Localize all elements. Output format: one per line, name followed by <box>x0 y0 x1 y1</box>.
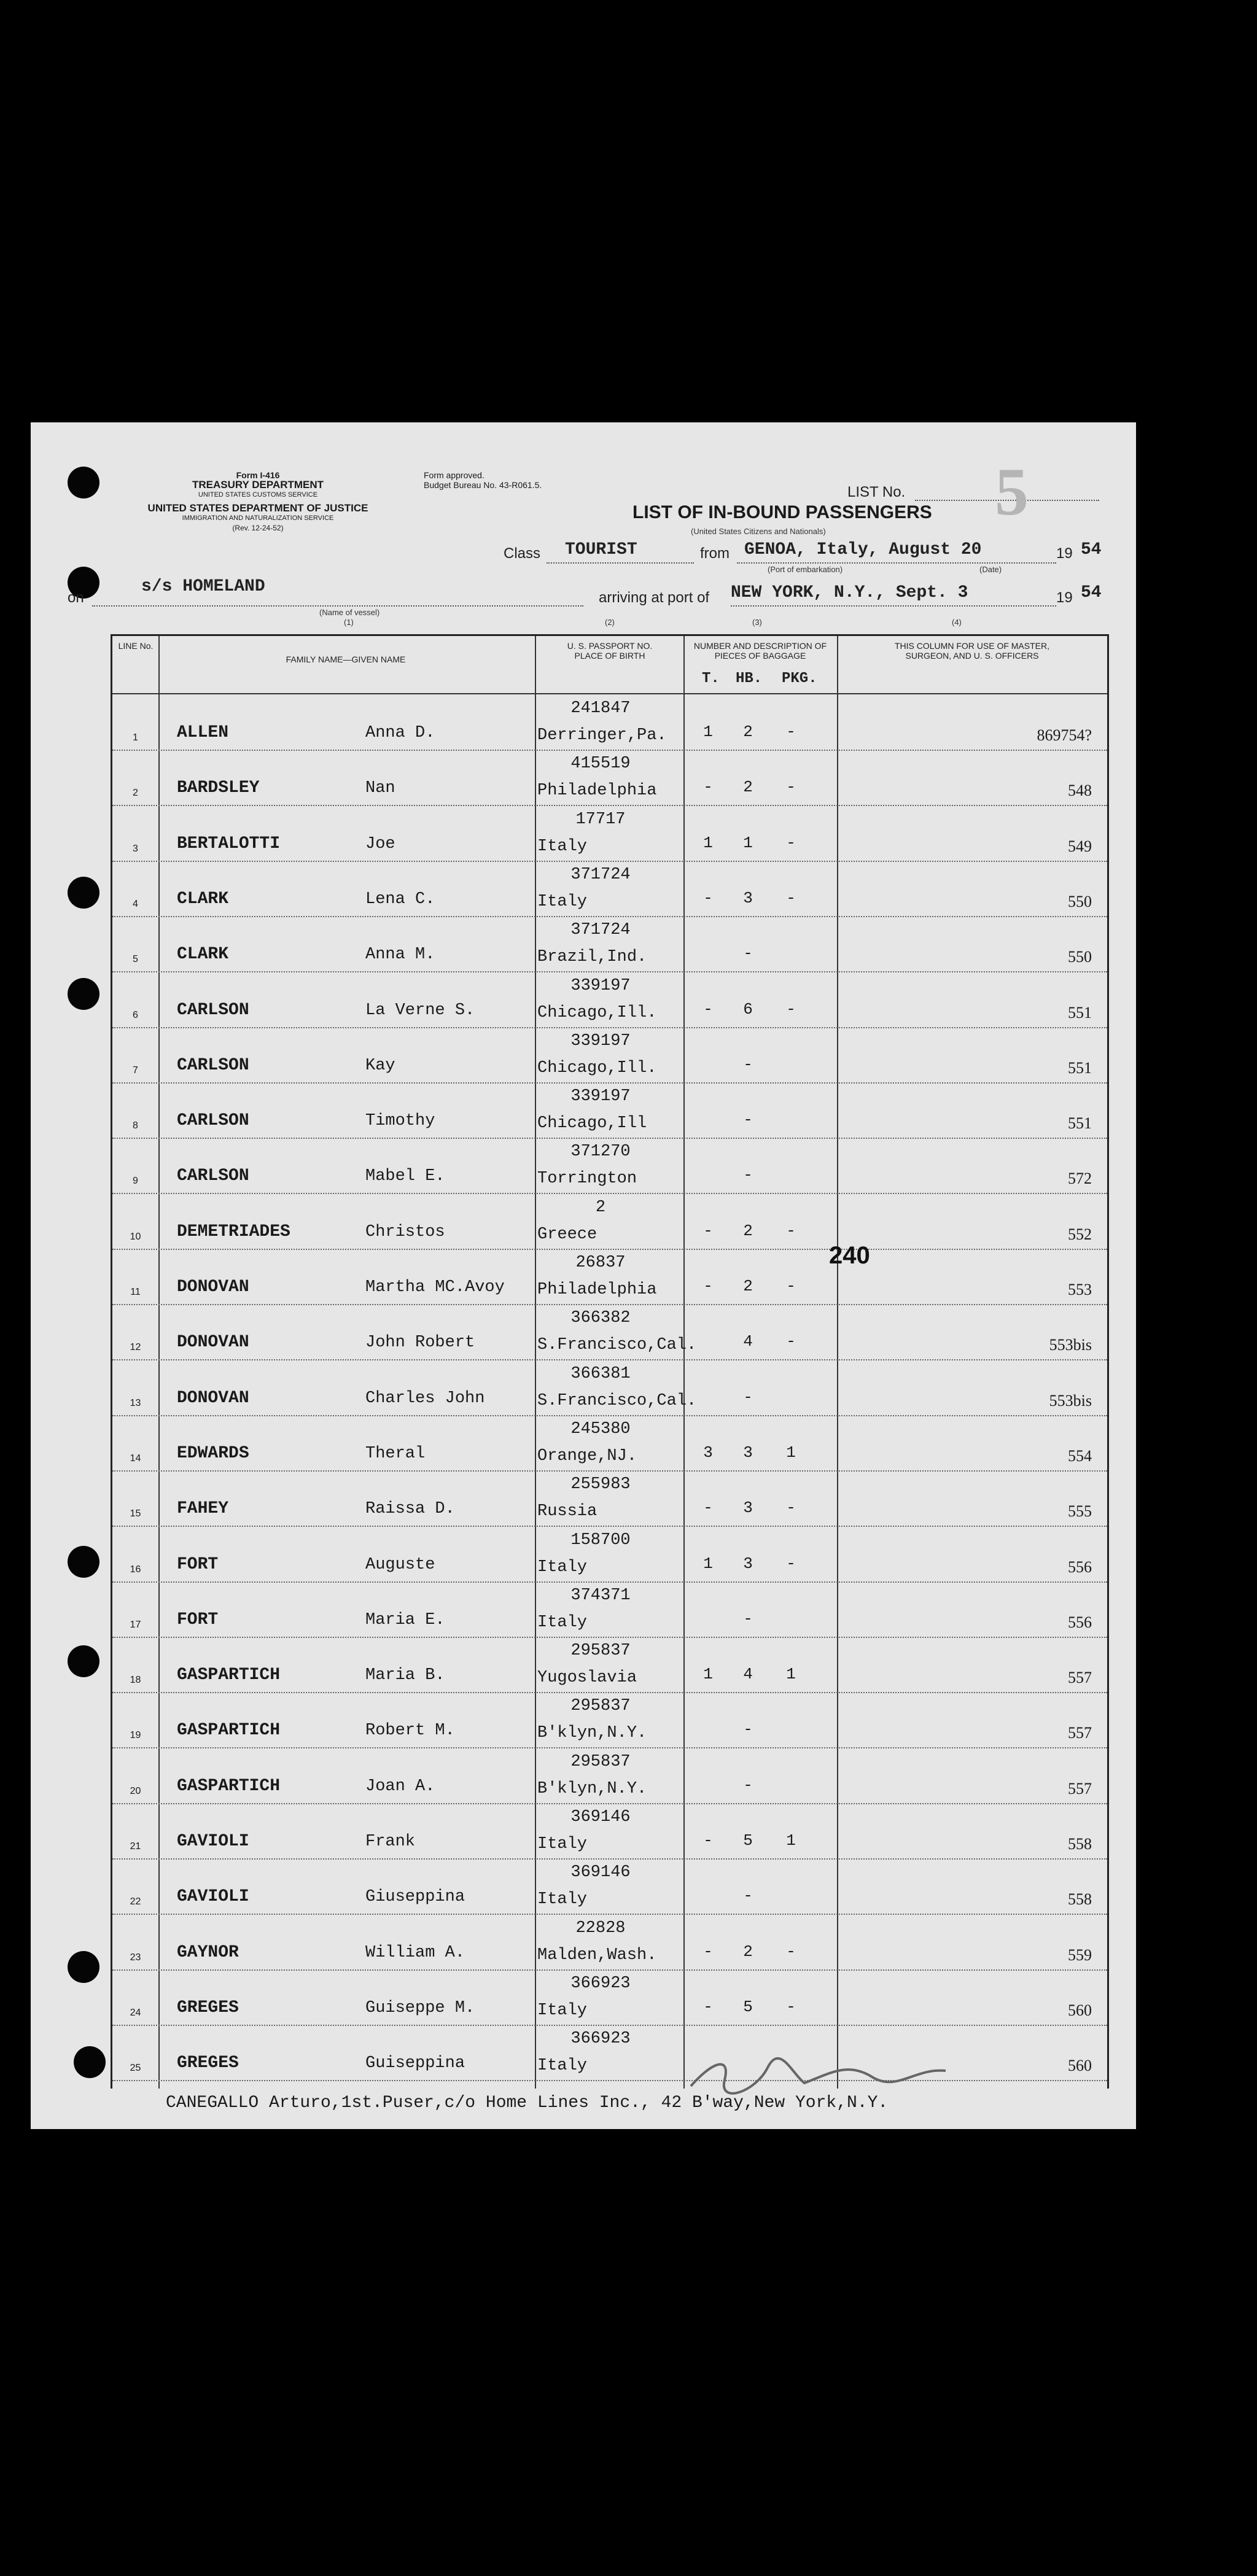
table-row <box>112 1969 1107 2026</box>
given-name: Raissa D. <box>365 1500 455 1519</box>
baggage-packages: - <box>786 1997 796 2016</box>
table-row <box>112 2025 1107 2081</box>
given-name: John Robert <box>365 1333 475 1352</box>
line-number: 25 <box>130 2063 141 2074</box>
table-row <box>112 694 1107 751</box>
passport-number: 26837 <box>575 1254 626 1272</box>
given-name: Guiseppe M. <box>365 1998 475 2017</box>
passport-number: 158700 <box>570 1530 631 1550</box>
officer-number: 557 <box>1068 1779 1092 1798</box>
officer-number: 556 <box>1068 1558 1092 1576</box>
baggage-hand: - <box>743 1775 753 1794</box>
place-of-birth: S.Francisco,Cal. <box>537 1336 697 1355</box>
baggage-hand: - <box>743 1887 753 1906</box>
given-name: Theral <box>365 1444 426 1463</box>
revision-date: (Rev. 12-24-52) <box>232 524 284 532</box>
family-name: GREGES <box>177 2054 239 2073</box>
col-passport: U. S. PASSPORT NO. PLACE OF BIRTH <box>567 641 653 661</box>
line-number: 24 <box>130 2007 141 2018</box>
customs-service: UNITED STATES CUSTOMS SERVICE <box>198 491 318 499</box>
family-name: GASPARTICH <box>177 1776 281 1796</box>
line-number: 18 <box>130 1675 141 1686</box>
line-number: 14 <box>130 1453 141 1464</box>
family-name: DONOVAN <box>177 1333 249 1352</box>
punch-hole <box>74 2046 106 2078</box>
line-number: 6 <box>133 1009 138 1020</box>
family-name: FAHEY <box>177 1499 229 1519</box>
place-of-birth: Philadelphia <box>537 782 657 801</box>
budget-bureau: Budget Bureau No. 43-R061.5. <box>424 480 542 490</box>
baggage-hand: 1 <box>743 833 753 852</box>
passport-number: 374371 <box>570 1586 631 1605</box>
line-number: 10 <box>130 1231 141 1242</box>
passport-number: 339197 <box>570 976 631 995</box>
place-of-birth: Italy <box>537 837 588 856</box>
handwritten-note: 240 <box>829 1242 870 1269</box>
family-name: CARLSON <box>177 1111 249 1131</box>
signature <box>688 2049 952 2098</box>
purser-footer: CANEGALLO Arturo,1st.Puser,c/o Home Lines Inc., 42 B'way,New York,N.Y. <box>166 2093 889 2112</box>
officer-number: 557 <box>1068 1724 1092 1742</box>
place-of-birth: Yugoslavia <box>537 1669 637 1688</box>
baggage-hand: 2 <box>743 778 753 797</box>
family-name: DONOVAN <box>177 1388 249 1408</box>
passport-number: 366923 <box>570 2030 631 2049</box>
baggage-hand: 2 <box>743 1277 753 1295</box>
baggage-packages: - <box>786 1554 796 1573</box>
officer-number: 550 <box>1068 892 1092 910</box>
table-row <box>112 916 1107 972</box>
line-number: 15 <box>130 1508 141 1519</box>
baggage-trunks: 1 <box>703 1665 713 1684</box>
treasury-dept: TREASURY DEPARTMENT <box>192 479 324 491</box>
officer-number: 551 <box>1068 1003 1092 1022</box>
officer-number: 560 <box>1068 2001 1092 2019</box>
vessel-line <box>92 605 583 607</box>
table-row <box>112 1748 1107 1804</box>
passport-number: 2 <box>595 1198 606 1217</box>
passenger-table <box>111 634 1109 2089</box>
officer-number: 551 <box>1068 1114 1092 1133</box>
officer-number: 572 <box>1068 1170 1092 1188</box>
table-row <box>112 1858 1107 1915</box>
table-row <box>112 1637 1107 1693</box>
place-of-birth: Derringer,Pa. <box>537 726 667 745</box>
baggage-packages: - <box>786 888 796 907</box>
baggage-trunks: - <box>703 1831 713 1850</box>
baggage-hand: - <box>743 944 753 963</box>
officer-number: 554 <box>1068 1446 1092 1465</box>
passport-number: 295837 <box>570 1752 631 1771</box>
passport-number: 415519 <box>570 755 631 774</box>
given-name: Guiseppina <box>365 2054 465 2073</box>
baggage-packages: - <box>786 999 796 1018</box>
passport-number: 339197 <box>570 1031 631 1050</box>
table-row <box>112 1249 1107 1305</box>
baggage-hand: - <box>743 1720 753 1739</box>
place-of-birth: Philadelphia <box>537 1281 657 1299</box>
family-name: CARLSON <box>177 1000 249 1020</box>
given-name: Martha MC.Avoy <box>365 1278 505 1297</box>
officer-number: 548 <box>1068 782 1092 800</box>
passport-number: 241847 <box>570 699 631 718</box>
given-name: Maria E. <box>365 1610 445 1629</box>
line-number: 4 <box>133 898 138 909</box>
baggage-trunks: - <box>703 1499 713 1518</box>
table-row <box>112 1082 1107 1139</box>
baggage-trunks: - <box>703 1221 713 1240</box>
baggage-packages: - <box>786 1221 796 1240</box>
punch-hole <box>68 1951 99 1983</box>
table-row <box>112 972 1107 1028</box>
line-number: 23 <box>130 1952 141 1963</box>
officer-number: 560 <box>1068 2057 1092 2075</box>
punch-hole <box>68 467 99 499</box>
line-number: 12 <box>130 1342 141 1353</box>
baggage-trunks: - <box>703 888 713 907</box>
embarkation-note: (Port of embarkation) <box>768 565 843 574</box>
given-name: La Verne S. <box>365 1001 475 1020</box>
place-of-birth: Italy <box>537 2001 588 2020</box>
arriving-label: arriving at port of <box>599 589 710 606</box>
baggage-hand: 4 <box>743 1665 753 1684</box>
given-name: Auguste <box>365 1555 435 1574</box>
given-name: Nan <box>365 779 395 798</box>
passport-number: 17717 <box>575 810 626 829</box>
baggage-hand: - <box>743 1055 753 1074</box>
baggage-hand: - <box>743 1609 753 1628</box>
given-name: Mabel E. <box>365 1167 445 1186</box>
punch-hole <box>68 1546 99 1578</box>
table-row <box>112 1914 1107 1971</box>
given-name: Christos <box>365 1222 445 1241</box>
table-row <box>112 1415 1107 1472</box>
place-of-birth: Russia <box>537 1502 597 1521</box>
baggage-hand: 3 <box>743 888 753 907</box>
col-name: FAMILY NAME—GIVEN NAME <box>286 654 406 664</box>
ins-service: IMMIGRATION AND NATURALIZATION SERVICE <box>182 514 334 522</box>
given-name: Kay <box>365 1056 395 1075</box>
given-name: Frank <box>365 1833 416 1851</box>
place-of-birth: Chicago,Ill. <box>537 1058 657 1077</box>
place-of-birth: Chicago,Ill <box>537 1114 647 1133</box>
department-header <box>104 470 411 533</box>
officer-number: 549 <box>1068 837 1092 855</box>
punch-hole <box>68 877 99 909</box>
baggage-packages: 1 <box>786 1831 796 1850</box>
table-row <box>112 1027 1107 1084</box>
baggage-hand: 3 <box>743 1443 753 1462</box>
arrival-year: 54 <box>1081 583 1102 602</box>
baggage-trunks: 1 <box>703 723 713 741</box>
baggage-trunks: - <box>703 778 713 797</box>
approval-block <box>424 470 542 490</box>
place-of-birth: Italy <box>537 1613 588 1632</box>
officer-number: 552 <box>1068 1225 1092 1243</box>
given-name: Maria B. <box>365 1666 445 1685</box>
baggage-trunks: 1 <box>703 833 713 852</box>
baggage-hand: 5 <box>743 1831 753 1850</box>
given-name: Joan A. <box>365 1777 435 1796</box>
given-name: Charles John <box>365 1389 485 1408</box>
baggage-packages: - <box>786 1499 796 1518</box>
family-name: GAVIOLI <box>177 1887 249 1907</box>
passport-number: 369146 <box>570 1863 631 1882</box>
family-name: GAYNOR <box>177 1942 239 1962</box>
line-number: 11 <box>130 1287 141 1297</box>
baggage-hand: 2 <box>743 1942 753 1961</box>
baggage-packages: 1 <box>786 1665 796 1684</box>
family-name: CARLSON <box>177 1166 249 1186</box>
baggage-packages: - <box>786 1942 796 1961</box>
officer-number: 553 <box>1068 1281 1092 1298</box>
col-baggage: NUMBER AND DESCRIPTION OF PIECES OF BAGGAGE <box>693 641 827 661</box>
table-row <box>112 1526 1107 1583</box>
passport-number: 366923 <box>570 1974 631 1993</box>
line-number: 13 <box>130 1397 141 1408</box>
line-number: 17 <box>130 1619 141 1630</box>
line-number: 16 <box>130 1564 141 1575</box>
punch-hole <box>68 978 99 1010</box>
place-of-birth: Malden,Wash. <box>537 1946 657 1965</box>
from-label: from <box>700 545 730 562</box>
table-row <box>112 805 1107 862</box>
punch-hole <box>68 1645 99 1677</box>
form-approved: Form approved. <box>424 470 485 480</box>
date-note: (Date) <box>979 565 1002 574</box>
given-name: Joe <box>365 834 395 853</box>
list-subtitle: (United States Citizens and Nationals) <box>691 527 826 536</box>
family-name: GASPARTICH <box>177 1666 281 1685</box>
table-row <box>112 1138 1107 1194</box>
line-number: 7 <box>133 1065 138 1076</box>
table-row <box>112 1470 1107 1527</box>
vessel-value: s/s HOMELAND <box>141 577 265 596</box>
passport-number: 371270 <box>570 1143 631 1162</box>
family-name: FORT <box>177 1554 219 1574</box>
class-label: Class <box>504 545 541 562</box>
family-name: DEMETRIADES <box>177 1222 290 1241</box>
from-year-prefix: 19 <box>1056 545 1073 562</box>
arrival-year-prefix: 19 <box>1056 589 1073 606</box>
table-row <box>112 750 1107 806</box>
baggage-trunks: - <box>703 1277 713 1295</box>
officer-number: 556 <box>1068 1613 1092 1631</box>
col-num-1: (1) <box>344 618 354 627</box>
family-name: GREGES <box>177 1998 239 2017</box>
table-row <box>112 1193 1107 1250</box>
line-number: 1 <box>133 732 138 743</box>
baggage-packages: 1 <box>786 1443 796 1462</box>
place-of-birth: B'klyn,N.Y. <box>537 1724 647 1743</box>
given-name: Robert M. <box>365 1721 455 1740</box>
line-number: 9 <box>133 1176 138 1187</box>
baggage-hand: 2 <box>743 723 753 741</box>
place-of-birth: Italy <box>537 1890 588 1909</box>
on-label: on <box>68 589 84 606</box>
place-of-birth: Italy <box>537 1558 588 1577</box>
place-of-birth: Italy <box>537 2057 588 2076</box>
passport-number: 295837 <box>570 1642 631 1661</box>
baggage-hand: 3 <box>743 1554 753 1573</box>
baggage-packages: - <box>786 1332 796 1351</box>
baggage-hand: - <box>743 1166 753 1185</box>
family-name: ALLEN <box>177 723 229 742</box>
place-of-birth: S.Francisco,Cal. <box>537 1391 697 1410</box>
passport-number: 366381 <box>570 1364 631 1383</box>
family-name: GAVIOLI <box>177 1832 249 1851</box>
officer-number: 558 <box>1068 1835 1092 1853</box>
family-name: CLARK <box>177 889 229 909</box>
line-number: 22 <box>130 1896 141 1907</box>
place-of-birth: Torrington <box>537 1170 637 1189</box>
manifest-page <box>31 422 1136 2129</box>
place-of-birth: Italy <box>537 1835 588 1853</box>
baggage-hand: 5 <box>743 1997 753 2016</box>
family-name: BARDSLEY <box>177 778 260 798</box>
given-name: Anna D. <box>365 724 435 742</box>
officer-number: 550 <box>1068 948 1092 966</box>
class-line <box>547 562 694 564</box>
col-num-3: (3) <box>752 618 762 627</box>
passport-number: 295837 <box>570 1697 631 1716</box>
list-title: LIST OF IN-BOUND PASSENGERS <box>632 502 932 522</box>
given-name: Anna M. <box>365 945 435 964</box>
passport-number: 339197 <box>570 1087 631 1106</box>
baggage-packages: - <box>786 833 796 852</box>
given-name: Lena C. <box>365 890 435 909</box>
given-name: Giuseppina <box>365 1888 465 1907</box>
col-officers: THIS COLUMN FOR USE OF MASTER, SURGEON, AND U. S. OFFICERS <box>894 641 1049 661</box>
place-of-birth: Orange,NJ. <box>537 1446 637 1465</box>
baggage-trunks: 3 <box>703 1443 713 1462</box>
officer-number: 553bis <box>1049 1391 1092 1410</box>
passport-number: 245380 <box>570 1419 631 1438</box>
place-of-birth: Brazil,Ind. <box>537 948 647 967</box>
baggage-trunks: - <box>703 1997 713 2016</box>
baggage-packages: - <box>786 723 796 741</box>
from-year: 54 <box>1081 540 1102 559</box>
place-of-birth: B'klyn,N.Y. <box>537 1779 647 1798</box>
given-name: Timothy <box>365 1112 435 1131</box>
arrival-line <box>731 605 1056 607</box>
baggage-trunks: - <box>703 1942 713 1961</box>
list-no-label: LIST No. <box>847 484 906 500</box>
baggage-packages: - <box>786 778 796 797</box>
family-name: BERTALOTTI <box>177 834 281 853</box>
family-name: CLARK <box>177 945 229 964</box>
line-number: 21 <box>130 1841 141 1852</box>
officer-number: 559 <box>1068 1946 1092 1964</box>
col-line-no: LINE No. <box>118 641 154 651</box>
justice-dept: UNITED STATES DEPARTMENT OF JUSTICE <box>147 502 368 514</box>
officer-number: 553bis <box>1049 1336 1092 1354</box>
family-name: CARLSON <box>177 1055 249 1075</box>
line-number: 8 <box>133 1120 138 1131</box>
baggage-hand: 3 <box>743 1499 753 1518</box>
baggage-hand: - <box>743 1111 753 1130</box>
family-name: FORT <box>177 1610 219 1629</box>
table-row <box>112 1581 1107 1638</box>
place-of-birth: Italy <box>537 892 588 911</box>
line-number: 2 <box>133 788 138 799</box>
baggage-hand: 2 <box>743 1221 753 1240</box>
place-of-birth: Greece <box>537 1225 597 1244</box>
baggage-packages: - <box>786 1277 796 1295</box>
page-stamp: 5 <box>995 454 1029 529</box>
officer-number: 558 <box>1068 1890 1092 1909</box>
passport-number: 369146 <box>570 1808 631 1826</box>
baggage-hand: 6 <box>743 999 753 1018</box>
officer-number: 551 <box>1068 1058 1092 1077</box>
line-number: 5 <box>133 954 138 965</box>
passport-number: 366382 <box>570 1309 631 1328</box>
baggage-hand: 4 <box>743 1332 753 1351</box>
family-name: EDWARDS <box>177 1443 249 1463</box>
table-row <box>112 1304 1107 1360</box>
officer-number: 869754? <box>1037 726 1092 744</box>
from-value: GENOA, Italy, August 20 <box>744 540 982 559</box>
table-row <box>112 1803 1107 1860</box>
arrival-value: NEW YORK, N.Y., Sept. 3 <box>731 583 968 602</box>
officer-number: 555 <box>1068 1502 1092 1521</box>
col-num-2: (2) <box>605 618 615 627</box>
line-number: 20 <box>130 1785 141 1796</box>
col-baggage-hb: HB. <box>736 670 763 687</box>
family-name: DONOVAN <box>177 1278 249 1297</box>
col-baggage-t: T. <box>702 670 720 687</box>
passport-number: 22828 <box>575 1918 626 1938</box>
officer-number: 557 <box>1068 1669 1092 1687</box>
given-name: William A. <box>365 1943 465 1962</box>
place-of-birth: Chicago,Ill. <box>537 1003 657 1022</box>
table-row <box>112 861 1107 917</box>
col-num-4: (4) <box>952 618 962 627</box>
form-number: Form I-416 <box>236 470 280 480</box>
class-value: TOURIST <box>565 540 637 559</box>
col-baggage-pkg: PKG. <box>782 670 817 687</box>
baggage-hand: - <box>743 1387 753 1406</box>
line-number: 19 <box>130 1730 141 1741</box>
vessel-note: (Name of vessel) <box>319 608 380 617</box>
passport-number: 371724 <box>570 865 631 884</box>
table-row <box>112 1692 1107 1748</box>
line-number: 3 <box>133 843 138 854</box>
table-row <box>112 1360 1107 1416</box>
baggage-trunks: 1 <box>703 1554 713 1573</box>
from-line <box>737 562 1056 564</box>
passport-number: 371724 <box>570 921 631 940</box>
baggage-trunks: - <box>703 999 713 1018</box>
passport-number: 255983 <box>570 1475 631 1494</box>
family-name: GASPARTICH <box>177 1721 281 1740</box>
